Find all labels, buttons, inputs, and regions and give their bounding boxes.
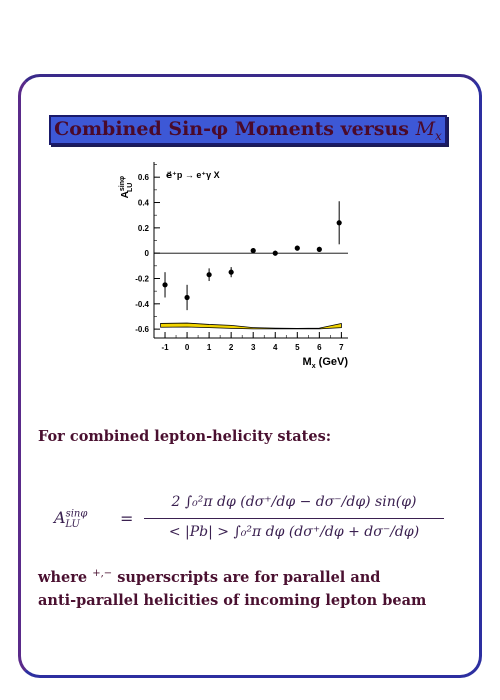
x-axis-label: $M_x$ (GeV) [302, 356, 348, 370]
y-axis-label: $A^{sin\varphi}LU$ [119, 176, 134, 199]
data-point [229, 270, 234, 275]
data-point [184, 295, 189, 300]
x-tick-label: -1 [161, 343, 169, 352]
formula-denominator: < |Pb| > ∫₀²π dφ (dσ⁺/dφ + dσ⁻/dφ) [168, 524, 420, 540]
x-tick-label: 5 [295, 343, 300, 352]
x-tick-label: 1 [206, 343, 212, 352]
asymmetry-formula [54, 494, 444, 548]
formula-fraction-bar [144, 518, 444, 519]
title-main: Combined Sin-φ Moments versus [54, 117, 416, 140]
y-tick-label: 0.2 [137, 223, 149, 233]
slide-title [54, 118, 442, 143]
y-tick-label: -0.2 [135, 274, 149, 284]
y-tick-label: -0.4 [135, 299, 149, 309]
formula-numerator: 2 ∫₀²π dφ (dσ⁺/dφ − dσ⁻/dφ) sin(φ) [171, 494, 417, 510]
y-tick-label: 0 [144, 249, 149, 259]
x-tick-label: 2 [228, 343, 234, 352]
data-point [273, 251, 278, 256]
data-point [317, 247, 322, 252]
y-tick-label: -0.6 [135, 325, 149, 335]
x-tick-label: 3 [250, 343, 256, 352]
note-superscript: +,− [92, 568, 113, 579]
data-point [295, 246, 300, 251]
systematic-band [161, 323, 342, 329]
x-tick-label: 4 [273, 343, 278, 352]
slide-title-box [49, 115, 447, 145]
x-tick-label: 6 [317, 343, 322, 352]
title-variable: $M_x$ [415, 117, 442, 143]
data-point [162, 282, 167, 287]
data-point [207, 272, 212, 277]
x-tick-label: 0 [184, 343, 190, 352]
note-line-1: where +,− superscripts are for parallel and [38, 568, 381, 586]
asymmetry-plot [118, 158, 368, 390]
y-tick-label: 0.4 [137, 198, 149, 208]
data-point [251, 248, 256, 253]
data-point [337, 220, 342, 225]
formula-equals: = [120, 509, 134, 528]
note-line-2: anti-parallel helicities of incoming lepton beam [38, 592, 427, 609]
formula-lhs: $A^{sin\varphi}_{LU}$ [54, 508, 88, 531]
y-tick-label: 0.6 [137, 173, 149, 183]
x-tick-label: 7 [339, 343, 344, 352]
section-heading: For combined lepton-helicity states: [38, 428, 332, 445]
reaction-label: e⃗⁺p → e⁺γ X [166, 170, 220, 180]
